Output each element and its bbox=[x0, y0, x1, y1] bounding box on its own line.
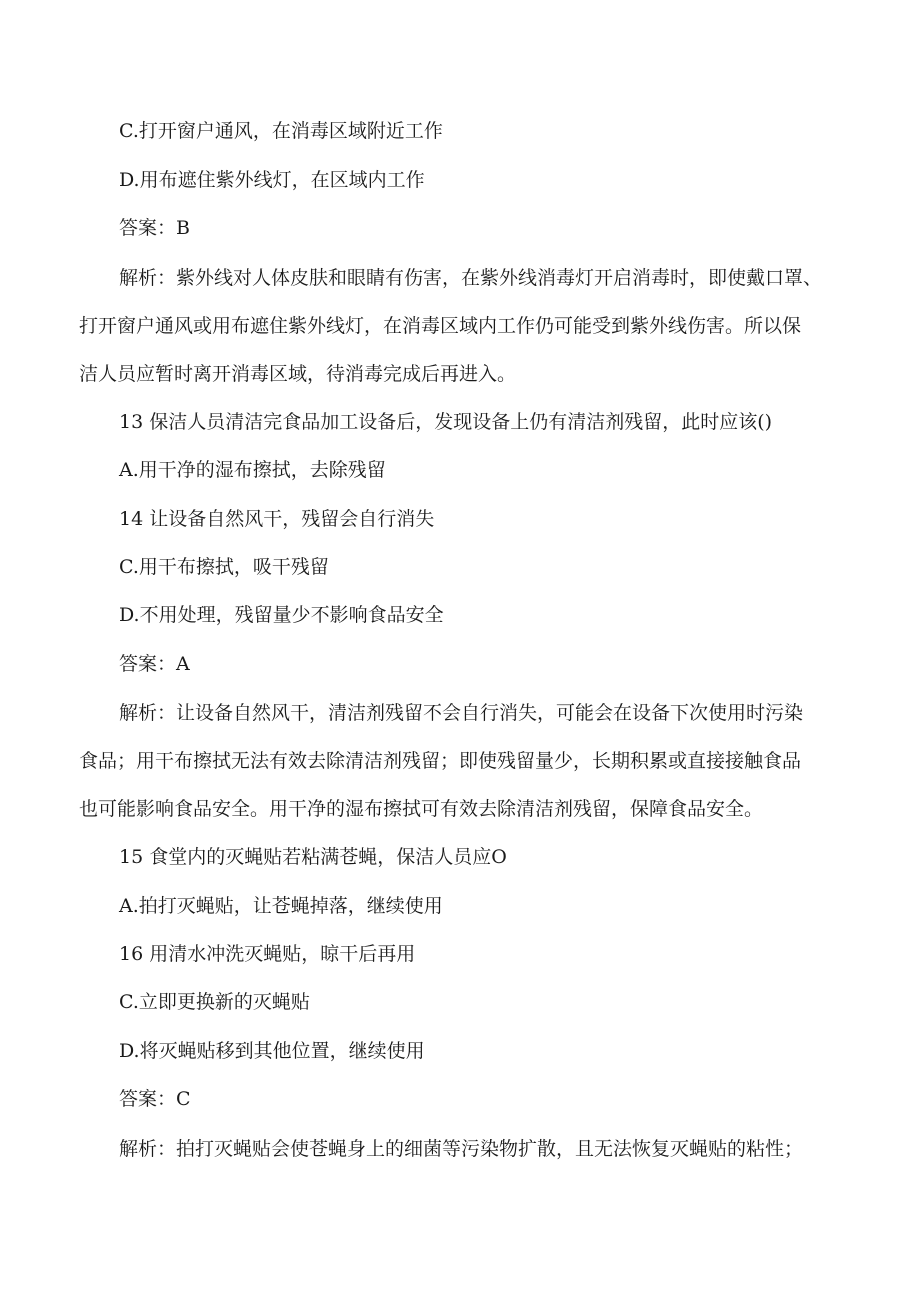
answer: 答案：C bbox=[119, 1088, 191, 1110]
option-a: A.用干净的湿布擦拭，去除残留 bbox=[119, 459, 386, 481]
analysis-paragraph bbox=[79, 1125, 844, 1173]
analysis-line: 打开窗户通风或用布遮住紫外线灯，在消毒区域内工作仍可能受到紫外线伤害。所以保 bbox=[79, 315, 802, 337]
option-c: C.用干布擦拭，吸干残留 bbox=[119, 556, 329, 578]
option-d: D.不用处理，残留量少不影响食品安全 bbox=[119, 604, 444, 626]
analysis-line: 食品；用干布擦拭无法有效去除清洁剂残留；即使残留量少，长期积累或直接接触食品 bbox=[79, 750, 802, 772]
option-c: C.立即更换新的灭蝇贴 bbox=[119, 991, 310, 1013]
analysis-line: 洁人员应暂时离开消毒区域，待消毒完成后再进入。 bbox=[79, 363, 517, 385]
analysis-line: 解析：拍打灭蝇贴会使苍蝇身上的细菌等污染物扩散，且无法恢复灭蝇贴的粘性； bbox=[119, 1138, 804, 1160]
analysis-line: 解析：让设备自然风干，清洁剂残留不会自行消失，可能会在设备下次使用时污染 bbox=[119, 702, 804, 724]
option-c: C.打开窗户通风，在消毒区域附近工作 bbox=[119, 120, 443, 142]
analysis-line: 解析：紫外线对人体皮肤和眼睛有伤害，在紫外线消毒灯开启消毒时，即使戴口罩、 bbox=[119, 267, 823, 289]
option-d: D.将灭蝇贴移到其他位置，继续使用 bbox=[119, 1040, 425, 1062]
question-13: 13 保洁人员清洁完食品加工设备后，发现设备上仍有清洁剂残留，此时应该() bbox=[119, 411, 773, 433]
analysis-paragraph bbox=[79, 254, 844, 398]
analysis-line: 也可能影响食品安全。用干净的湿布擦拭可有效去除清洁剂残留，保障食品安全。 bbox=[79, 798, 764, 820]
option-d: D.用布遮住紫外线灯，在区域内工作 bbox=[119, 169, 425, 191]
option-b: 16 用清水冲洗灭蝇贴，晾干后再用 bbox=[119, 943, 416, 965]
option-b: 14 让设备自然风干，残留会自行消失 bbox=[119, 508, 435, 530]
analysis-paragraph bbox=[79, 689, 844, 833]
answer: 答案：B bbox=[119, 217, 190, 239]
answer: 答案：A bbox=[119, 653, 190, 675]
question-15: 15 食堂内的灭蝇贴若粘满苍蝇，保洁人员应O bbox=[119, 846, 507, 868]
option-a: A.拍打灭蝇贴，让苍蝇掉落，继续使用 bbox=[119, 895, 443, 917]
